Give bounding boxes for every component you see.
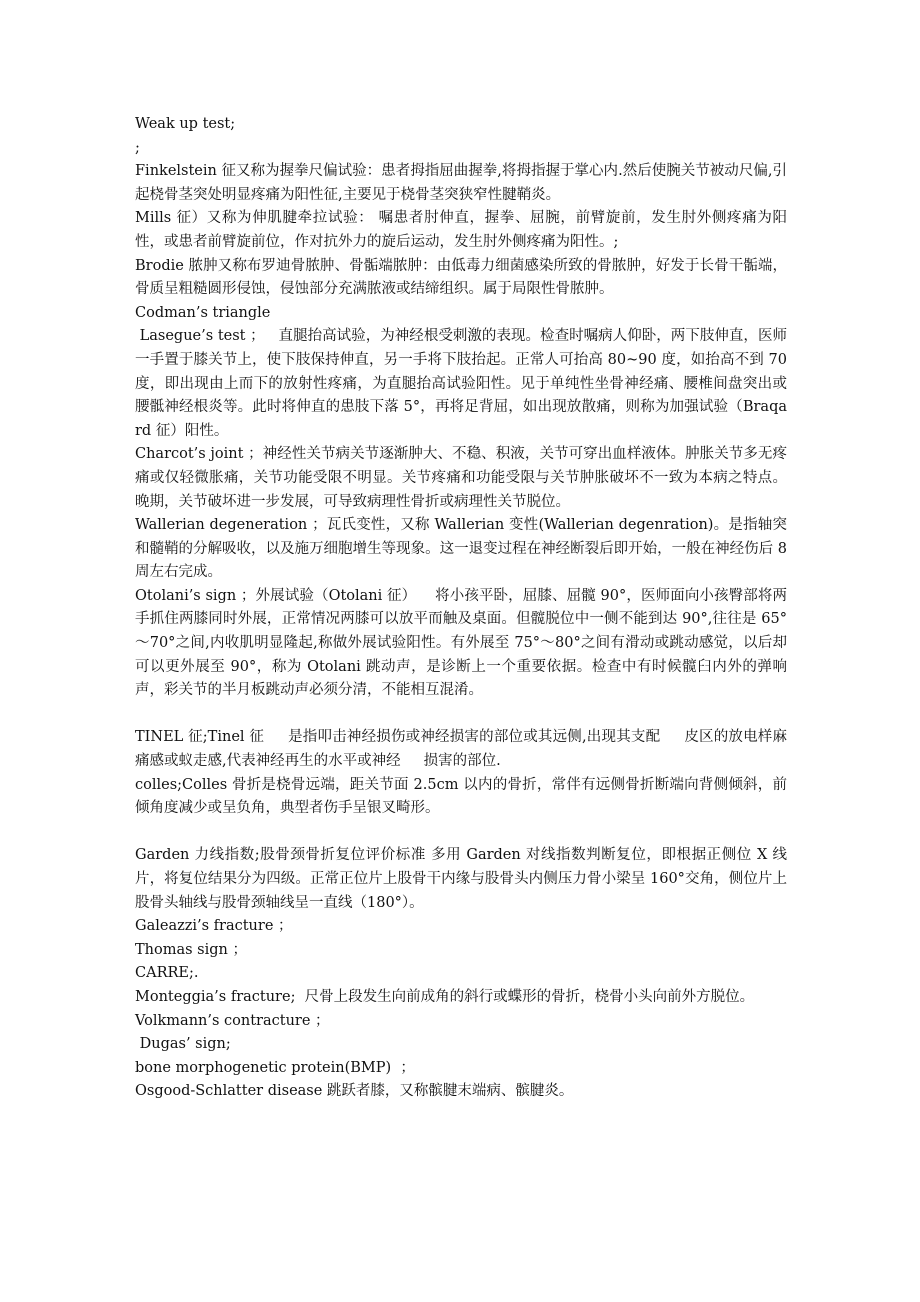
paragraph-tinel: TINEL 征;Tinel 征 是指叩击神经损伤或神经损害的部位或其远侧,出现其支配 皮区的放电样麻痛感或蚁走感,代表神经再生的水平或神经 损害的部位.: [135, 729, 787, 770]
paragraph-monteggia: Monteggia’s fracture; 尺骨上段发生向前成角的斜行或蝶形的骨折，桡骨小头向前外方脱位。: [135, 988, 755, 1005]
paragraph-lasegue: Lasegue’s test ； 直腿抬高试验，为神经根受刺激的表现。检查时嘱病人仰卧，两下肢伸直，医师一手置于膝关节上，使下肢保持伸直，另一手将下肢抬起。正常人可抬高 80~90 度，如抬高不到 70 度，即出现由上而下的放射性疼痛，为直腿抬高试验阳性。见于单纯性坐骨神经痛、腰椎间盘突出或腰骶神经根炎等。此时将伸直的患肢下落 5°，再将足背屈，如出现放散痛，则称为加强试验（Braqard 征）阳性。: [135, 328, 792, 439]
paragraph-wallerian: Wallerian degeneration ；瓦氏变性，又称 Wallerian 变性(Wallerian degenration)。是指轴突和髓鞘的分解吸收，以及施万细胞增生等现象。这一退变过程在神经断裂后即开始，一般在神经伤后 8 周左右完成。: [135, 517, 792, 581]
paragraph-finkelstein: Finkelstein 征又称为握拳尺偏试验：患者拇指屈曲握拳,将拇指握于掌心内.然后使腕关节被动尺偏,引起桡骨茎突处明显疼痛为阳性征,主要见于桡骨茎突狭窄性腱鞘炎。: [135, 163, 787, 203]
blank-line: [135, 821, 787, 845]
paragraph-carre: CARRE;.: [135, 965, 199, 982]
paragraph-colles: colles;Colles 骨折是桡骨远端，距关节面 2.5cm 以内的骨折，常伴有远侧骨折断端向背侧倾斜，前倾角度减少或呈负角，典型者伤手呈银叉畸形。: [135, 776, 787, 817]
paragraph-bmp: bone morphogenetic protein(BMP) ；: [135, 1059, 415, 1076]
paragraph-thomas: Thomas sign ；: [135, 941, 247, 958]
paragraph-brodie: Brodie 脓肿又称布罗迪骨脓肿、骨骺端脓肿：由低毒力细菌感染所致的骨脓肿，好发于长骨干骺端，骨质呈粗糙圆形侵蚀，侵蚀部分充满脓液或结缔组织。属于局限性骨脓肿。: [135, 257, 787, 298]
paragraph-semicolon: ;: [135, 139, 140, 156]
paragraph-garden: Garden 力线指数;股骨颈骨折复位评价标准 多用 Garden 对线指数判断复位，即根据正侧位 X 线片，将复位结果分为四级。正常正位片上股骨干内缘与股骨头内侧压力骨小梁呈 160°交角，侧位片上股骨头轴线与股骨颈轴线呈一直线（180°）。: [135, 847, 787, 911]
paragraph-volkmann: Volkmann’s contracture ；: [135, 1012, 330, 1029]
paragraph-charcot: Charcot’s joint ；神经性关节病关节逐渐肿大、不稳、积液，关节可穿出血样液体。肿胀关节多无疼痛或仅轻微胀痛，关节功能受限不明显。关节疼痛和功能受限与关节肿胀破坏不一致为本病之特点。晚期，关节破坏进一步发展，可导致病理性骨折或病理性关节脱位。: [135, 446, 787, 510]
paragraph-weak-up-test: Weak up test;: [135, 116, 236, 132]
paragraph-codman: Codman’s triangle: [135, 304, 271, 321]
blank-line: [135, 703, 787, 727]
paragraph-galeazzi: Galeazzi’s fracture ；: [135, 918, 293, 935]
paragraph-mills: Mills 征）又称为伸肌腱牵拉试验： 嘱患者肘伸直，握拳、屈腕，前臂旋前，发生肘外侧疼痛为阳性，或患者前臂旋前位，作对抗外力的旋后运动，发生肘外侧疼痛为阳性。;: [135, 210, 787, 250]
document-body: [135, 113, 792, 1104]
paragraph-otolani: Otolani’s sign ；外展试验（Otolani 征） 将小孩平卧，屈膝、屈髋 90°，医师面向小孩臀部将两手抓住两膝同时外展，正常情况两膝可以放平而触及桌面。但髋脱位中一侧不能到达 90°,往往是 65°～70°之间,内收肌明显隆起,称做外展试验阳性。有外展至 75°～80°之间有滑动或跳动感觉，以后却可以更外展至 90°，称为 Otolani 跳动声，是诊断上一个重要依据。检查中有时候髋臼内外的弹响声，彩关节的半月板跳动声必须分清，不能相互混淆。: [135, 587, 787, 699]
paragraph-osgood-schlatter: Osgood-Schlatter disease 跳跃者膝，又称髌腱末端病、髌腱炎。: [135, 1083, 574, 1100]
paragraph-dugas: Dugas’ sign;: [135, 1036, 231, 1053]
